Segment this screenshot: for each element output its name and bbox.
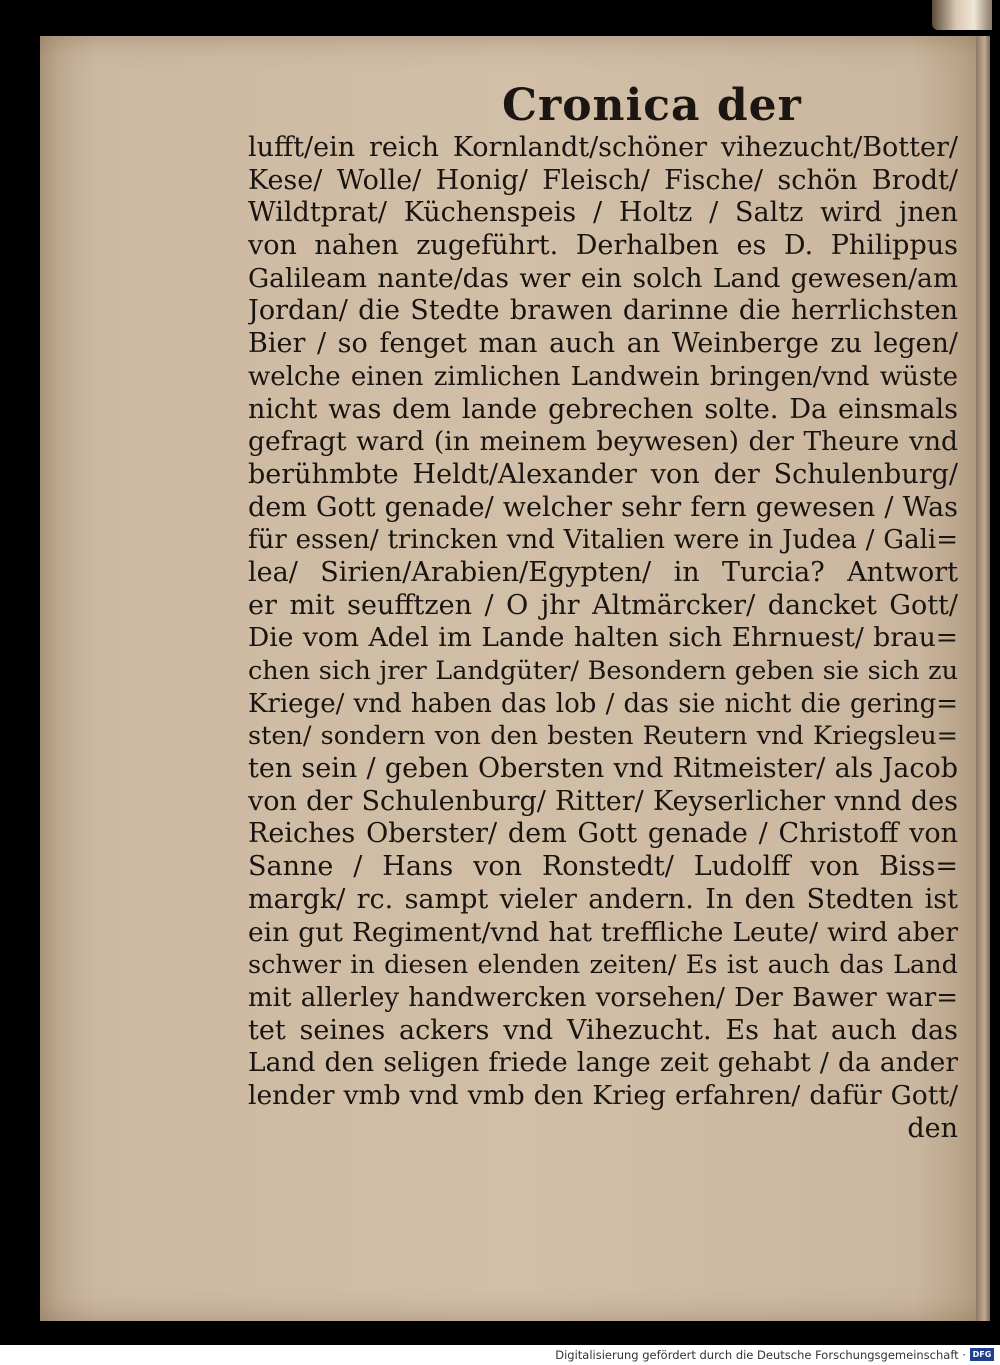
text-line: chen sich jrer Landgüter/ Besondern geben sie sich zu — [248, 656, 958, 686]
text-line: Kese/ Wolle/ Honig/ Fleisch/ Fische/ schön Brodt/ — [248, 164, 958, 196]
text-line: welche einen zimlichen Landwein bringen/vnd wüste — [248, 361, 958, 392]
text-line: tet seines ackers vnd Vihezucht. Es hat auch das — [248, 1014, 958, 1046]
text-line: Jordan/ die Stedte brawen darinne die herrlichsten — [248, 295, 958, 327]
dfg-logo-icon: DFG — [970, 1348, 994, 1361]
text-line: er mit seufftzen / O jhr Altmärcker/ dancket Gott/ — [248, 589, 958, 621]
text-line: sten/ sondern von den besten Reutern vnd Kriegsleu= — [248, 721, 958, 752]
text-line: Die vom Adel im Lande halten sich Ehrnuest/ brau= — [248, 622, 958, 654]
text-line: mit allerley handwercken vorsehen/ Der Bawer war= — [248, 982, 958, 1013]
text-line: für essen/ trincken vnd Vitalien were in Judea / Gali= — [248, 525, 958, 556]
text-line: ein gut Regiment/vnd hat treffliche Leute/ wird aber — [248, 916, 958, 948]
text-line: von der Schulenburg/ Ritter/ Keyserlicher vnnd des — [248, 785, 958, 817]
text-line: nicht was dem lande gebrechen solte. Da einsmals — [248, 393, 958, 425]
text-line: lufft/ein reich Kornlandt/schöner vihezucht/Botter/ — [248, 132, 958, 163]
text-line: Galileam nante/das wer ein solch Land gewesen/am — [248, 262, 958, 294]
funding-credit: Digitalisierung gefördert durch die Deutsche Forschungsgemeinschaft · — [555, 1348, 966, 1362]
body-text — [248, 132, 958, 1145]
footer-bar — [0, 1345, 1000, 1365]
text-line: von nahen zugeführt. Derhalben es D. Philippus — [248, 230, 958, 262]
page-edge — [976, 36, 990, 1321]
text-line: lea/ Sirien/Arabien/Egypten/ in Turcia? Antwort — [248, 556, 958, 588]
text-line: Kriege/ vnd haben das lob / das sie nicht die gering= — [248, 688, 958, 719]
text-line: gefragt ward (in meinem beywesen) der Theure vnd — [248, 426, 958, 458]
text-line: Land den seligen friede lange zeit gehabt / da ander — [248, 1047, 958, 1079]
text-line: berühmbte Heldt/Alexander von der Schulenburg/ — [248, 458, 958, 490]
text-line: Reiches Oberster/ dem Gott genade / Christoff von — [248, 818, 958, 850]
text-line: ten sein / geben Obersten vnd Ritmeister/ als Jacob — [248, 753, 958, 785]
text-line: Bier / so fenget man auch an Weinberge zu legen/ — [248, 328, 958, 360]
text-line: lender vmb vnd vmb den Krieg erfahren/ dafür Gott/ — [248, 1079, 958, 1111]
running-head: Cronica der — [502, 80, 802, 131]
text-line: den — [907, 1112, 958, 1144]
text-line: schwer in diesen elenden zeiten/ Es ist auch das Land — [248, 950, 958, 981]
page-corner — [932, 0, 992, 30]
text-line: margk/ rc. sampt vieler andern. In den Stedten ist — [248, 883, 958, 915]
text-line: Sanne / Hans von Ronstedt/ Ludolff von Biss= — [248, 851, 958, 883]
text-line: Wildtprat/ Küchenspeis / Holtz / Saltz wird jnen — [248, 197, 958, 229]
text-line: dem Gott genade/ welcher sehr fern gewesen / Was — [248, 491, 958, 523]
